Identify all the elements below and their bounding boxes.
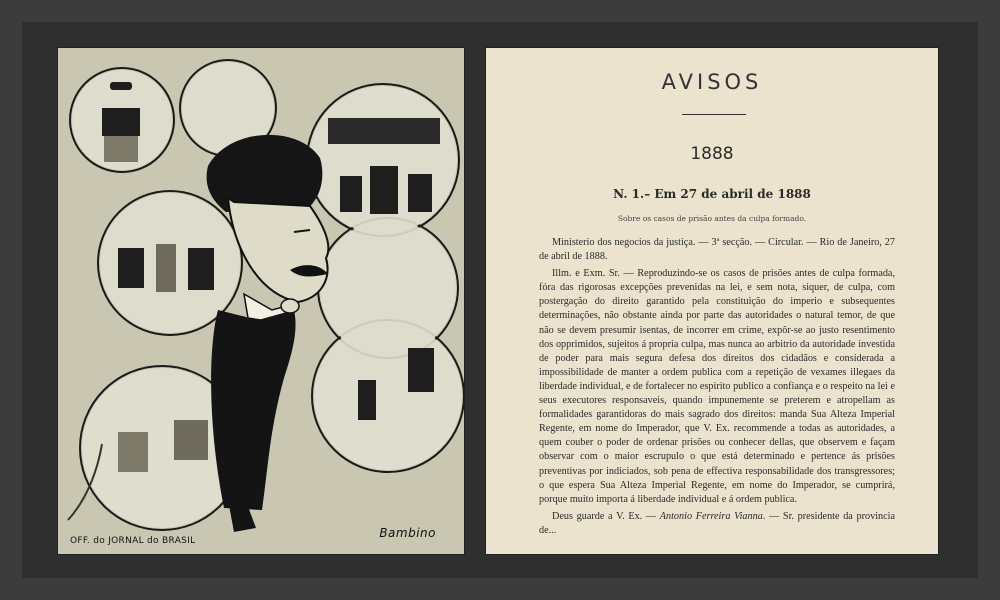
page-title: AVISOS bbox=[661, 70, 763, 94]
notice-number: N. 1.– Em 27 de abril de 1888 bbox=[613, 187, 811, 201]
notice-page bbox=[486, 48, 938, 554]
notice-closing bbox=[539, 510, 895, 538]
cartoon-credit: OFF. do JORNAL do BRASIL bbox=[70, 536, 196, 546]
title-divider bbox=[682, 114, 746, 115]
closing-end: . — Sr. presidente da provincia de... bbox=[539, 510, 895, 536]
notice-body bbox=[539, 236, 895, 541]
caricature-illustration bbox=[58, 48, 464, 554]
signatory-name: Antonio Ferreira Vianna bbox=[659, 510, 763, 522]
artist-signature: Bambino bbox=[379, 526, 436, 540]
notice-subtitle: Sobre os casos de prisão antes da culpa formado. bbox=[617, 214, 807, 223]
caricature-drawing bbox=[58, 48, 464, 554]
notice-paragraph: Illm. e Exm. Sr. — Reproduzindo-se os casos de prisões antes de culpa formada, fóra das rigorosas excepções prevenidas na lei, e sem nota, siquer, de culpa, com postergação do direito garantido pela constituição do imperio e subsequentes determinações, não obstante ainda por parte das autoridades o natural temor, de que não se devem presumir isentas, de incorrer em crime, expôr-se ao justo resentimento dos opprimidos, sujeitos á propria culpa, mas nunca ao arbitrio da autoridade investida de poder para mais segura defesa dos direitos dos cidadãos e considerada a impossibilidade de manter a ordem publica com a repetição de vexames illegaes da liberdade individual, e de fortalecer no espirito publico a confiança e o respeito na lei e seus executores responsaveis, quando impunemente se preterem e atropellam as formalidades garantidoras do mais sagrado dos direitos: manda Sua Alteza Imperial Regente, em nome do Imperador, que V. Ex. recommende a todas as autoridades, a quem couber o poder de ordenar prisões ou conhecer dellas, que observem e façam observar com o maior escrupulo o que está determinado e pertence ás prisões preventivas por indiciados, sob pena de effectiva responsabilidade dos transgressores; o que espera Sua Alteza Imperial Regente, em nome do Imperador, se cumprirá, porque muito importa á liberdade individual e á ordem publica. bbox=[539, 268, 895, 505]
closing-start: Deus guarde a V. Ex. — bbox=[552, 510, 660, 522]
notice-paragraph: Ministerio dos negocios da justiça. — 3ª secção. — Circular. — Rio de Janeiro, 27 de abril de 1888. bbox=[539, 237, 895, 263]
year-heading: 1888 bbox=[690, 144, 734, 164]
